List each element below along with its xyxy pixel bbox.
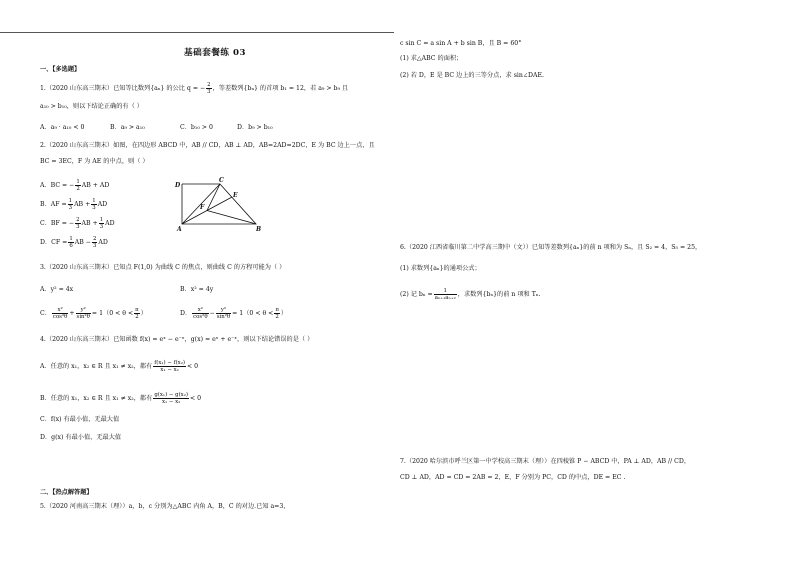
q6-part-1: (1) 求数列{aₙ}的通项公式；	[400, 265, 481, 272]
q3-option-d: D． $\frac{\text{x²}}{\text{cos²θ}}$ − $\frac{\text{y²}}{\text{sin²θ}}$ = 1（0 < θ < $\frac{\pi}{2}$ ）	[180, 307, 288, 320]
q7-stem-line2: CD ⊥ AD，AD = CD = 2AB = 2，E，F 分别为 PC，CD 的中点，DE = EC .	[400, 474, 626, 481]
quadrilateral-figure	[174, 176, 266, 232]
q4-option-c: C．f(x) 有最小值，无最大值	[40, 416, 120, 423]
figure-label-a: A	[177, 226, 182, 232]
figure-label-e: E	[233, 192, 238, 199]
q1-option-c: C．b₁₀ > 0	[180, 124, 213, 131]
q5-stem-continued: c sin C = a sin A + b sin B，且 B = 60°	[400, 40, 522, 47]
q1-stem-line2: a₁₀ > b₁₀，则以下结论正确的有（ ）	[40, 103, 143, 110]
q2-stem-line2: BC = 3EC，F 为 AE 的中点，则（ ）	[40, 158, 149, 165]
q2-stem: 2.（2020 山东高三期末）如图，在四边形 ABCD 中，AB // CD，AB ⊥ AD，AB=2AD=2DC，E 为 BC 边上一点，且	[40, 142, 375, 149]
q7-stem: 7.（2020 哈尔滨市呼兰区第一中学校高三期末（理））在四棱锥 P − ABCD 中，PA ⊥ AD，AB // CD，	[400, 458, 691, 465]
figure-label-c: C	[219, 177, 224, 184]
section-solution-problems: 二、【热点解答题】	[40, 489, 93, 496]
q2-option-c: C．BF = − $\frac{2}{3}$ AB + $\frac{1}{3}$ AD	[40, 217, 115, 230]
header-rule	[0, 32, 394, 33]
section-multiple-choice: 一、【多选题】	[40, 66, 81, 73]
figure-label-d: D	[175, 182, 181, 189]
q1-option-a: A．a₉ · a₁₀ < 0	[40, 124, 85, 131]
q1-stem: 1.（2020 山东高三期末）已知等比数列{an} 的公比 q = − $\frac{2}{3}$ ，等差数列{bn} 的首项 b₁ = 12，若 a₉ > b₉ 且	[40, 82, 349, 95]
q4-option-a: A．任意的 x₁，x₂ ∈ R 且 x₁ ≠ x₂，都有 $\frac{\text{f(x₁) − f(x₂)}}{\text{x₁ − x₂}}$ < 0	[40, 360, 199, 373]
q5-stem: 5.（2020 河南高三期末（理））a，b，c 分别为△ABC 内角 A，B，C 的对边.已知 a=3，	[40, 503, 290, 510]
q6-stem: 6.（2020 江西省临川第二中学高三期中（文））已知等差数列{aₙ}的前 n 项和为 Sₙ，且 S₂ = 4，S₅ = 25，	[400, 244, 702, 251]
q3-option-a: A．y² = 4x	[40, 286, 74, 293]
q3-option-b: B．x² = 4y	[180, 286, 214, 293]
q2-option-b: B．AF = $\frac{1}{3}$ AB + $\frac{1}{3}$ AD	[40, 198, 108, 211]
q4-stem: 4.（2020 山东高三期末）已知函数 f(x) = eˣ − e⁻ˣ，g(x) = eˣ + e⁻ˣ，则以下结论错误的是（ ）	[40, 336, 314, 343]
figure-label-b: B	[256, 226, 262, 232]
q2-option-a: A．BC = − $\frac{1}{2}$ AB + AD	[40, 179, 110, 192]
q5-part-1: (1) 求△ABC 的面积；	[400, 55, 463, 62]
q3-option-c: C． $\frac{\text{x²}}{\text{cos²θ}}$ + $\frac{\text{y²}}{\text{sin²θ}}$ = 1（0 < θ < $\frac{\pi}{2}$ ）	[40, 307, 147, 320]
q6-part-2: (2) 记 bₙ = $\frac{1}{\text{aₙ₊₁aₙ₊₂}}$ ，求数列{bₙ}的前 n 项和 Tₙ.	[400, 288, 541, 301]
figure-label-f: F	[200, 204, 205, 211]
q1-option-b: B．a₉ > a₁₀	[110, 124, 145, 131]
q1-option-d: D．b₉ > b₁₀	[237, 124, 273, 131]
q3-stem: 3.（2020 山东高三期末）已知点 F(1,0) 为曲线 C 的焦点，则曲线 C 的方程可能为（ ）	[40, 264, 286, 271]
q2-option-d: D．CF = $\frac{1}{6}$ AB − $\frac{2}{3}$ AD	[40, 236, 108, 249]
q4-option-b: B．任意的 x₁，x₂ ∈ R 且 x₁ ≠ x₂，都有 $\frac{\text{g(x₁) − g(x₂)}}{\text{x₁ − x₂}}$ < 0	[40, 392, 202, 405]
q4-option-d: D．g(x) 有最小值，无最大值	[40, 434, 122, 441]
q5-part-2: (2) 若 D，E 是 BC 边上的三等分点，求 sin∠DAE.	[400, 72, 544, 79]
page-title: 基础套餐练 03	[184, 48, 246, 58]
